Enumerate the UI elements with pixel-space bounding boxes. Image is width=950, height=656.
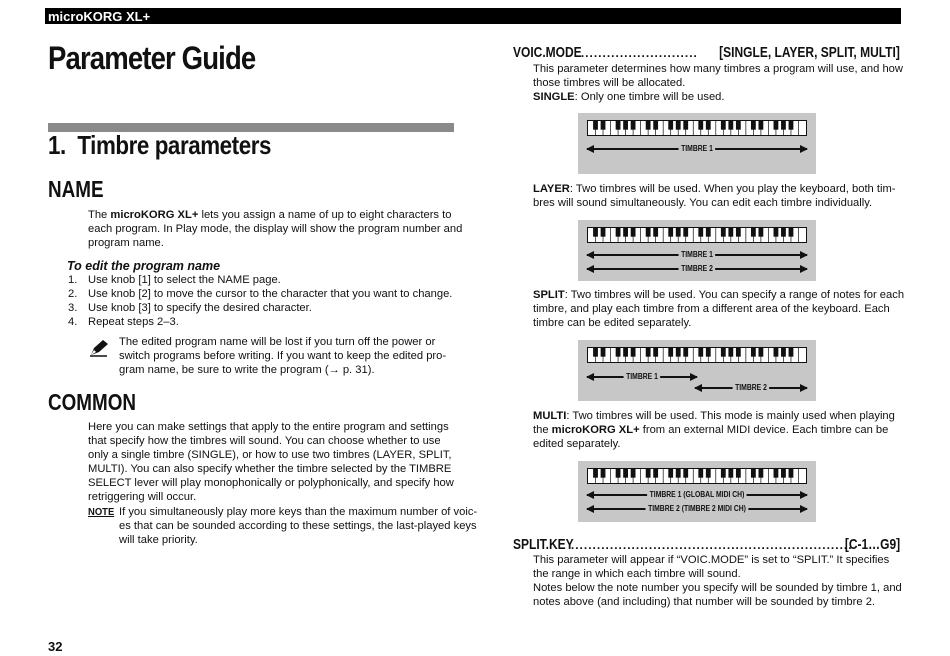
keyboard-icon [587,120,807,136]
layer-diagram [578,220,816,281]
section-heading [48,130,271,161]
procedure-title: To edit the program name [67,259,221,273]
leader-dots [581,46,696,60]
split-text: SPLIT: Two timbres will be used. You can specify a range of notes for each timbre, and play each timbre from a different area of the keyboard. Each timbre can be edited separately. [533,289,905,329]
pencil-caution-icon [89,339,109,357]
voic-mode-intro: This parameter determines how many timbres a program will use, and how those timbres will be allocated. SINGLE: Only one timbre will be used. [533,63,903,103]
keyboard-icon [587,347,807,363]
timbre-range-arrow: TIMBRE 1 [587,250,807,260]
multi-text: MULTI: Two timbres will be used. This mode is mainly used when playing the microKORG XL+ from an external MIDI device. Each timbre can be edited separately. [533,410,895,450]
list-item: 1. Use knob [1] to select the NAME page. [68,274,281,286]
timbre-range-arrow: TIMBRE 2 (TIMBRE 2 MIDI CH) [587,504,807,514]
list-item: 2. Use knob [2] to move the cursor to the character that you want to change. [68,287,453,300]
list-item: 4. Repeat steps 2–3. [68,315,179,328]
layer-text: LAYER: Two timbres will be used. When you play the keyboard, both tim- bres will sound simultaneously. You can edit each timbre individually. [533,183,896,209]
note-label: NOTE [88,506,115,518]
procedure-steps [68,274,452,330]
page-number: 32 [48,639,63,654]
voic-mode-heading: VOIC.MODE ..... [SINGLE, LAYER, SPLIT, MULTI] [513,44,900,61]
product-name: microKORG XL+ [48,9,151,24]
header-bar [45,8,901,24]
caution-text: The edited program name will be lost if you turn off the power or switch programs before writing. If you want to keep the edited pro- gram name, be sure to write the program (→ p. 31). [119,336,447,376]
multi-diagram [578,461,816,522]
timbre-range-arrow: TIMBRE 2 [695,383,807,393]
timbre-range-arrow: TIMBRE 1 [587,372,697,382]
name-heading: NAME [48,176,104,202]
note-text: If you simultaneously play more keys than the maximum number of voic- es that can be sounded according to these settings, the last-played keys will take priority. [119,506,478,546]
leader-dots [571,538,853,552]
timbre-range-arrow: TIMBRE 1 [587,144,807,154]
keyboard-icon [587,468,807,484]
timbre-range-arrow: TIMBRE 2 [587,264,807,274]
split-key-heading: SPLIT.KEY ..... [C-1…G9] [513,536,900,553]
section-number: 1. [48,130,66,160]
keyboard-icon [587,227,807,243]
timbre-range-arrow: TIMBRE 1 (GLOBAL MIDI CH) [587,490,807,500]
split-diagram [578,340,816,401]
single-diagram [578,113,816,174]
section-title: Timbre parameters [77,130,271,160]
name-intro: The microKORG XL+ lets you assign a name of up to eight characters to each program. In Play mode, the display will show the program number and program name. [88,209,463,249]
common-heading: COMMON [48,389,137,415]
page-title: Parameter Guide [48,40,256,76]
list-item: 3. Use knob [3] to specify the desired character. [68,301,312,314]
common-body: Here you can make settings that apply to the entire program and settings that specify how the timbres will sound. You can choose whether to use only a single timbre (SINGLE), or how to use two timbres (LAYER, SPLIT, MULTI). You can also specify whether the timbre selected by the TIMBRE SELECT lever will play monophonically or polyphonically, and specify how retriggering will occur. [88,421,454,503]
split-key-body: This parameter will appear if “VOIC.MODE” is set to “SPLIT.” It specifies the range in which each timbre will sound. Notes below the note number you specify will be sounded by timbre 1, and notes above (and including) that number will be sounded by timbre 2. [533,554,902,608]
